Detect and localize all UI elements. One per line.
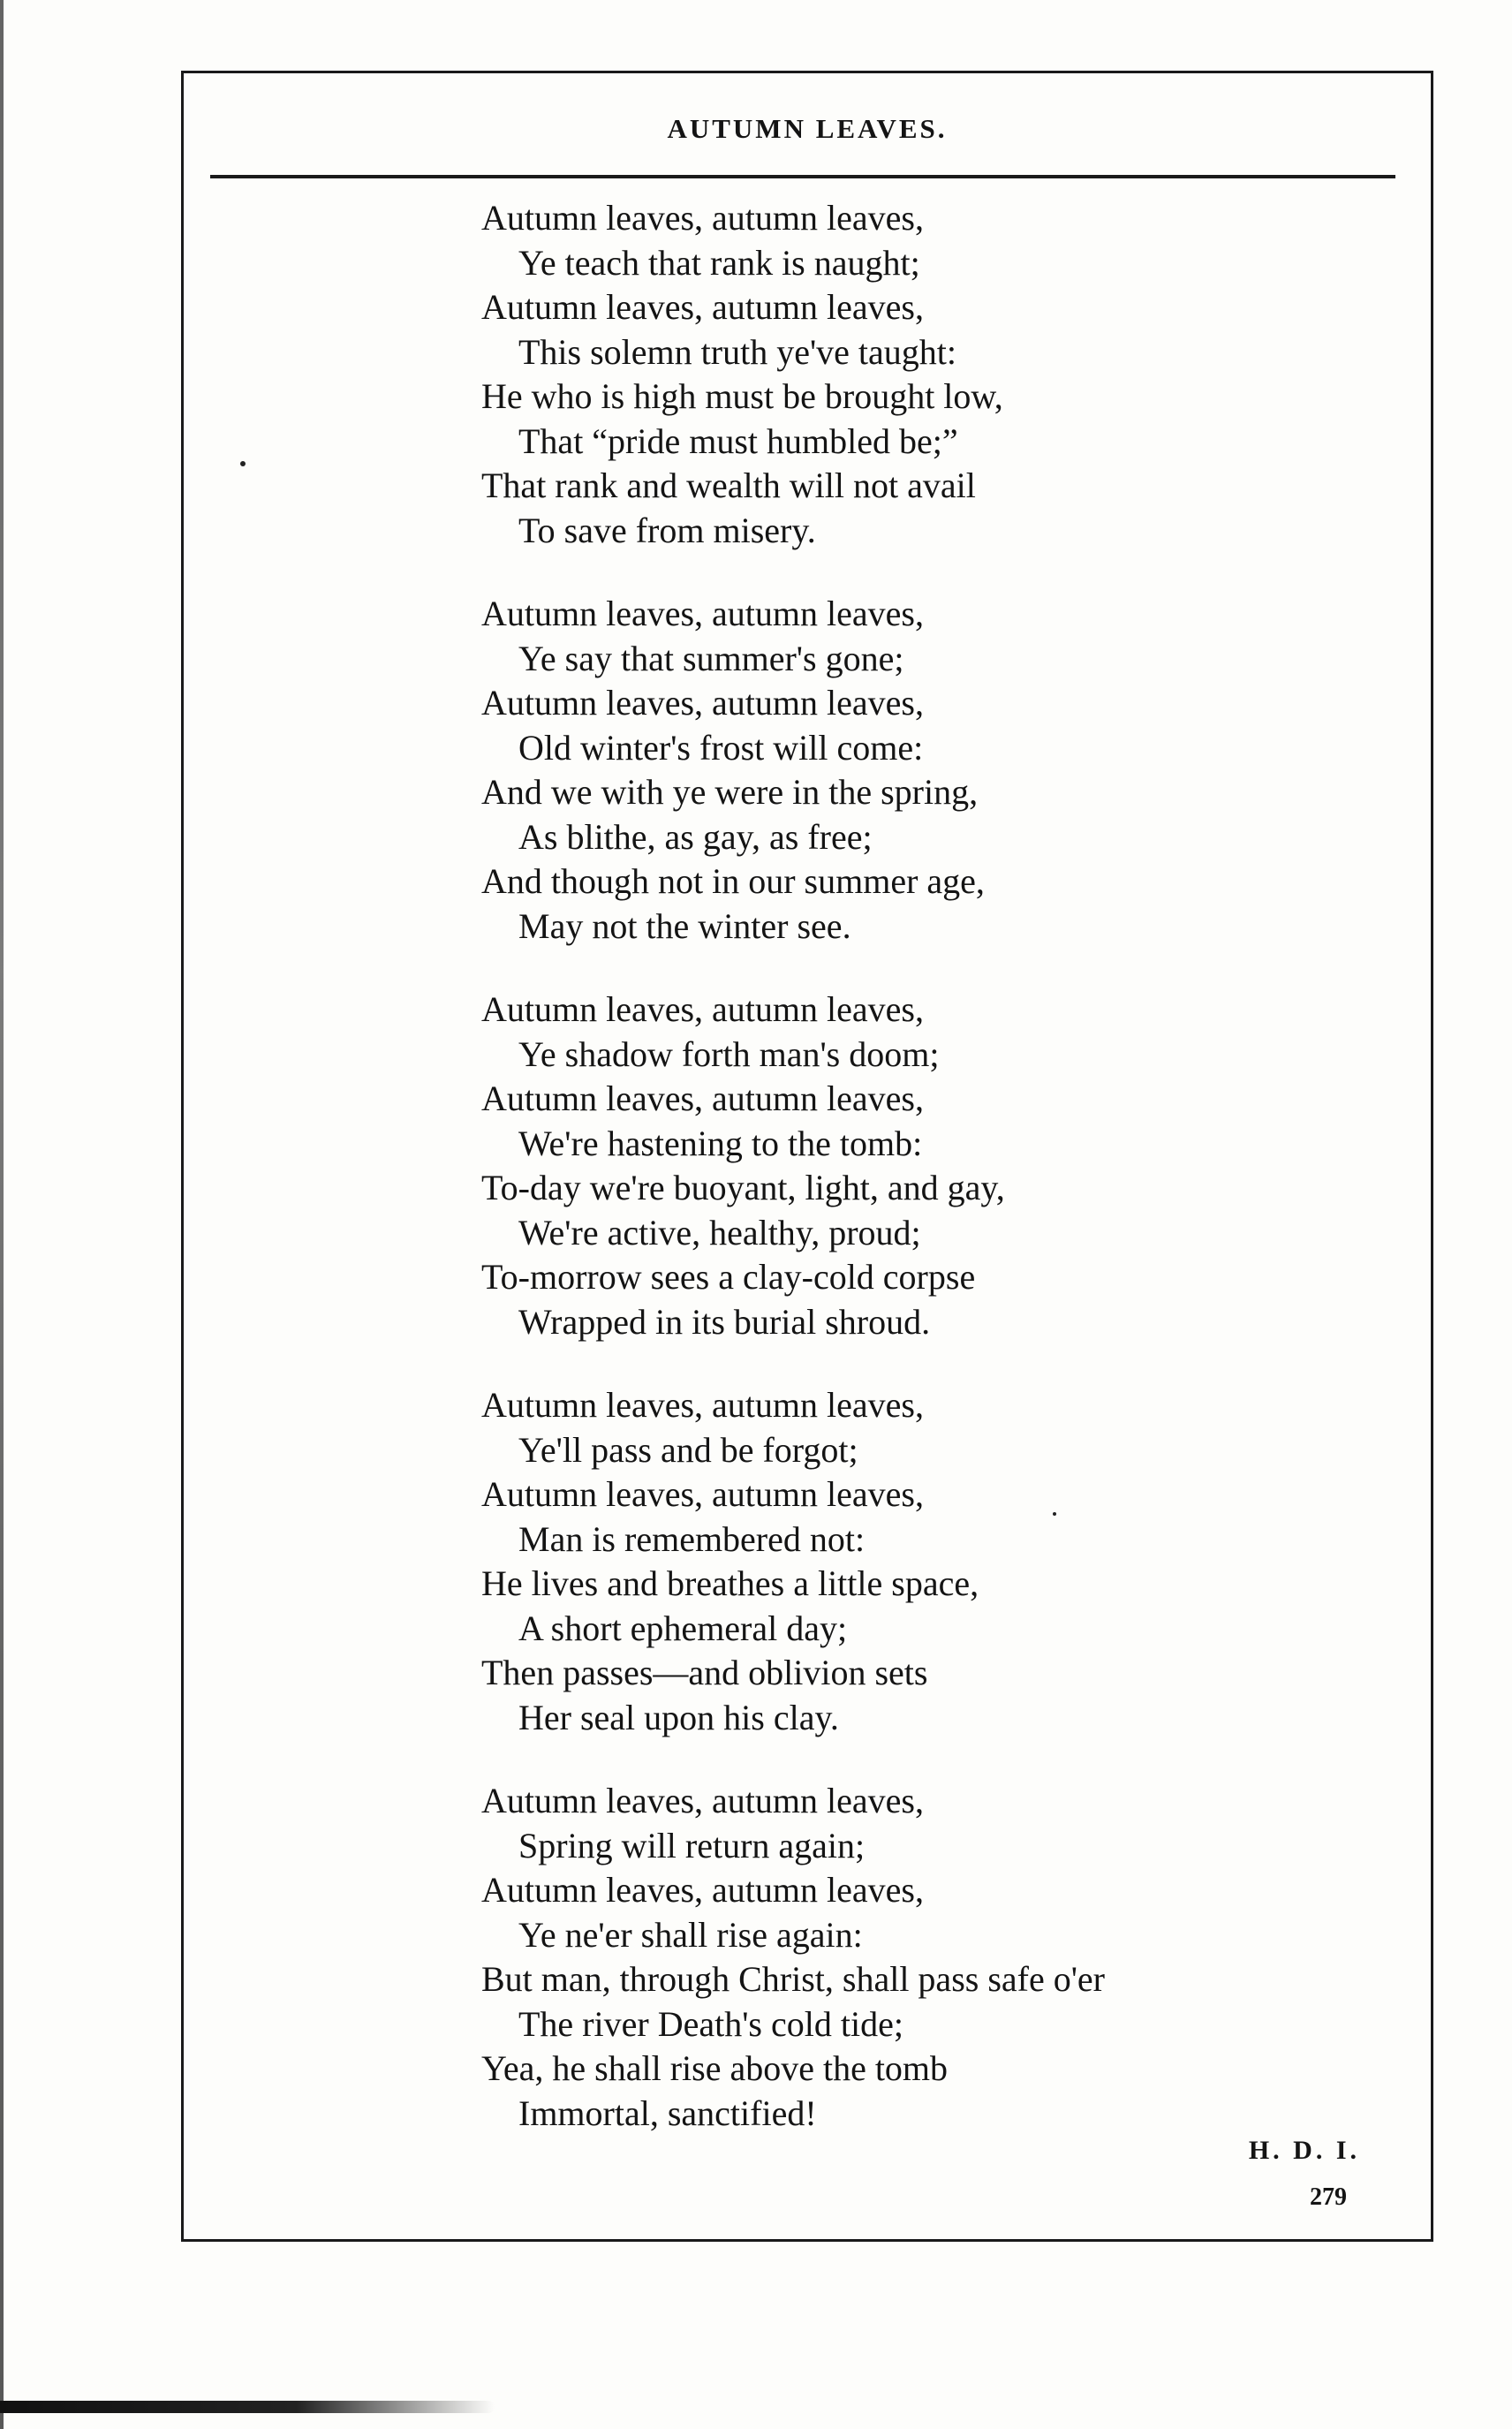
page-number: 279 bbox=[1310, 2183, 1347, 2211]
verse-line: And though not in our summer age, bbox=[481, 861, 985, 901]
header-rule bbox=[210, 175, 1395, 178]
verse-line: A short ephemeral day; bbox=[518, 1608, 848, 1648]
verse-line: Autumn leaves, autumn leaves, bbox=[481, 683, 924, 723]
verse-line: Yea, he shall rise above the tomb bbox=[481, 2048, 949, 2088]
verse-line: Autumn leaves, autumn leaves, bbox=[481, 287, 924, 327]
verse-line: Ye shadow forth man's doom; bbox=[518, 1033, 940, 1074]
verse-line: The river Death's cold tide; bbox=[518, 2003, 903, 2044]
verse-line: Autumn leaves, autumn leaves, bbox=[481, 1385, 924, 1425]
verse-line: Autumn leaves, autumn leaves, bbox=[481, 198, 924, 238]
verse-line: Ye'll pass and be forgot; bbox=[518, 1429, 858, 1470]
verse-line: Autumn leaves, autumn leaves, bbox=[481, 1781, 924, 1820]
verse-line: Autumn leaves, autumn leaves, bbox=[481, 594, 924, 633]
poem-body bbox=[481, 196, 1365, 2175]
verse-line: Old winter's frost will come: bbox=[518, 727, 924, 768]
stanza bbox=[481, 592, 1365, 949]
verse-line: As blithe, as gay, as free; bbox=[518, 816, 873, 857]
verse-line: That “pride must humbled be;” bbox=[518, 420, 958, 461]
verse-line: Ye teach that rank is naught; bbox=[518, 242, 920, 283]
verse-line: Wrapped in its burial shroud. bbox=[518, 1301, 931, 1342]
verse-line: Ye ne'er shall rise again: bbox=[518, 1914, 863, 1955]
verse-line: He who is high must be brought low, bbox=[481, 376, 1003, 416]
verse-line: To-day we're buoyant, light, and gay, bbox=[481, 1168, 1005, 1207]
verse-line: Immortal, sanctified! bbox=[518, 2092, 817, 2133]
verse-line: Autumn leaves, autumn leaves, bbox=[481, 1078, 924, 1118]
verse-line: Her seal upon his clay. bbox=[518, 1697, 839, 1737]
stanza bbox=[481, 1383, 1365, 1740]
verse-line: We're active, healthy, proud; bbox=[518, 1212, 921, 1252]
verse-line: We're hastening to the tomb: bbox=[518, 1123, 923, 1163]
verse-line: This solemn truth ye've taught: bbox=[518, 331, 957, 372]
verse-line: To save from misery. bbox=[518, 510, 816, 550]
verse-line: But man, through Christ, shall pass safe o'er bbox=[481, 1959, 1105, 1999]
page-binding-edge bbox=[0, 0, 4, 2429]
verse-line: Autumn leaves, autumn leaves, bbox=[481, 1474, 924, 1514]
scan-shadow bbox=[0, 2401, 495, 2413]
running-head: AUTUMN LEAVES. bbox=[667, 113, 948, 144]
verse-line: And we with ye were in the spring, bbox=[481, 772, 979, 812]
stanza bbox=[481, 196, 1365, 553]
verse-line: Autumn leaves, autumn leaves, bbox=[481, 989, 924, 1029]
verse-line: To-morrow sees a clay-cold corpse bbox=[481, 1257, 976, 1297]
verse-line: Spring will return again; bbox=[518, 1825, 866, 1865]
verse-line: Man is remembered not: bbox=[518, 1518, 866, 1559]
stanza bbox=[481, 987, 1365, 1344]
verse-line: May not the winter see. bbox=[518, 905, 851, 946]
verse-line: Autumn leaves, autumn leaves, bbox=[481, 1870, 924, 1910]
verse-line: He lives and breathes a little space, bbox=[481, 1563, 979, 1603]
stanza bbox=[481, 1779, 1365, 2136]
verse-line: Ye say that summer's gone; bbox=[518, 638, 904, 678]
verse-line: That rank and wealth will not avail bbox=[481, 465, 976, 505]
verse-line: Then passes—and oblivion sets bbox=[481, 1653, 928, 1692]
author-signature: H. D. I. bbox=[1248, 2136, 1360, 2165]
